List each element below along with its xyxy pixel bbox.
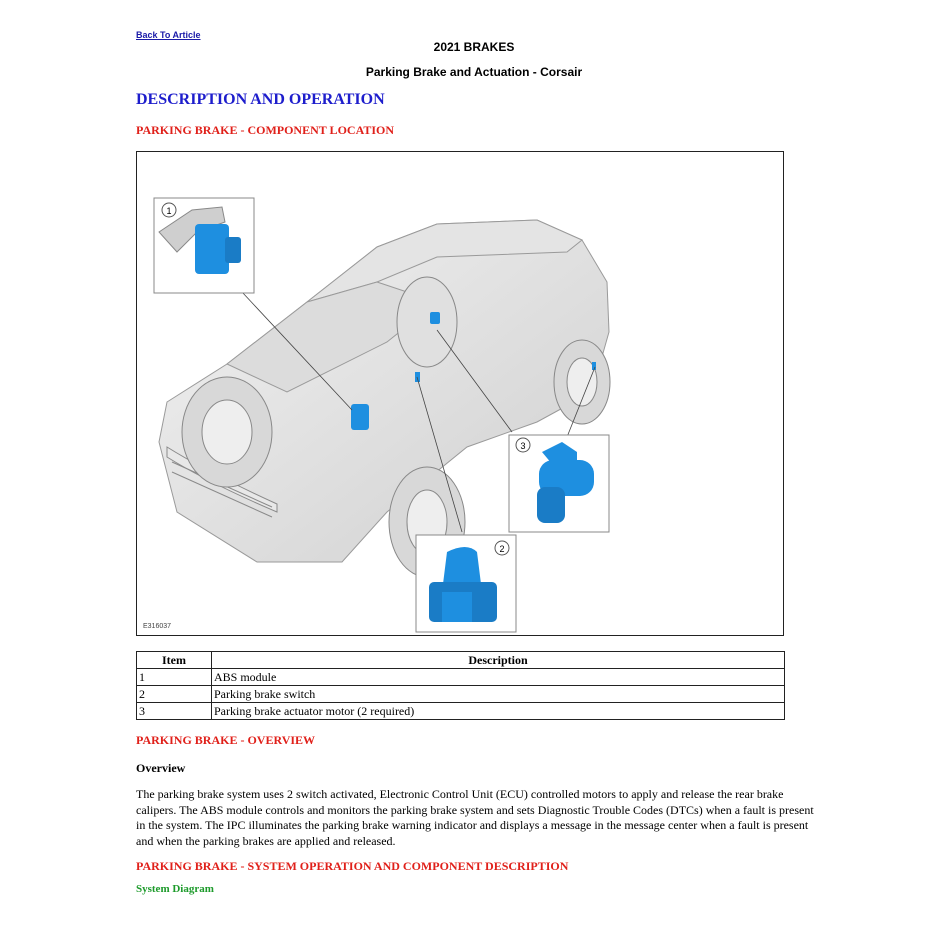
back-to-article-link[interactable]: Back To Article — [136, 30, 201, 40]
component-table — [136, 651, 785, 720]
callout-1-label: 1 — [166, 206, 172, 216]
document-subtitle: Parking Brake and Actuation - Corsair — [365, 65, 583, 79]
callout-2-box — [416, 535, 516, 632]
component-location-heading: PARKING BRAKE - COMPONENT LOCATION — [136, 123, 395, 137]
overview-subheading: Overview — [136, 761, 186, 775]
item-description: Parking brake actuator motor (2 required) — [212, 703, 785, 720]
vehicle-illustration — [137, 152, 784, 636]
document-title: 2021 BRAKES — [433, 40, 515, 54]
column-header-description: Description — [212, 652, 785, 669]
overview-paragraph: The parking brake system uses 2 switch activated, Electronic Control Unit (ECU) controlled motors to apply and release the rear brake calipers. The ABS module controls and monitors the parking brake system and sets Diagnostic Trouble Codes (DTCs) when a fault is present in the system. The IPC illuminates the parking brake warning indicator and displays a message in the message center when a fault is present and when the parking brakes are applied and released. — [136, 787, 814, 848]
system-operation-heading: PARKING BRAKE - SYSTEM OPERATION AND COMPONENT DESCRIPTION — [136, 859, 569, 873]
system-diagram-subheading: System Diagram — [136, 883, 214, 895]
item-number: 3 — [137, 703, 212, 720]
item-description: Parking brake switch — [212, 686, 785, 703]
table-row — [137, 703, 785, 720]
callout-2-label: 2 — [499, 544, 505, 554]
component-location-figure — [136, 151, 784, 636]
callout-1-box — [154, 198, 254, 293]
callout-3-label: 3 — [520, 441, 526, 451]
section-title: DESCRIPTION AND OPERATION — [136, 91, 385, 108]
figure-id: E316037 — [143, 623, 172, 630]
column-header-item: Item — [137, 652, 212, 669]
item-description: ABS module — [212, 669, 785, 686]
overview-heading: PARKING BRAKE - OVERVIEW — [136, 733, 316, 747]
item-number: 1 — [137, 669, 212, 686]
callout-3-box — [509, 435, 609, 532]
table-row — [137, 669, 785, 686]
table-row — [137, 686, 785, 703]
item-number: 2 — [137, 686, 212, 703]
